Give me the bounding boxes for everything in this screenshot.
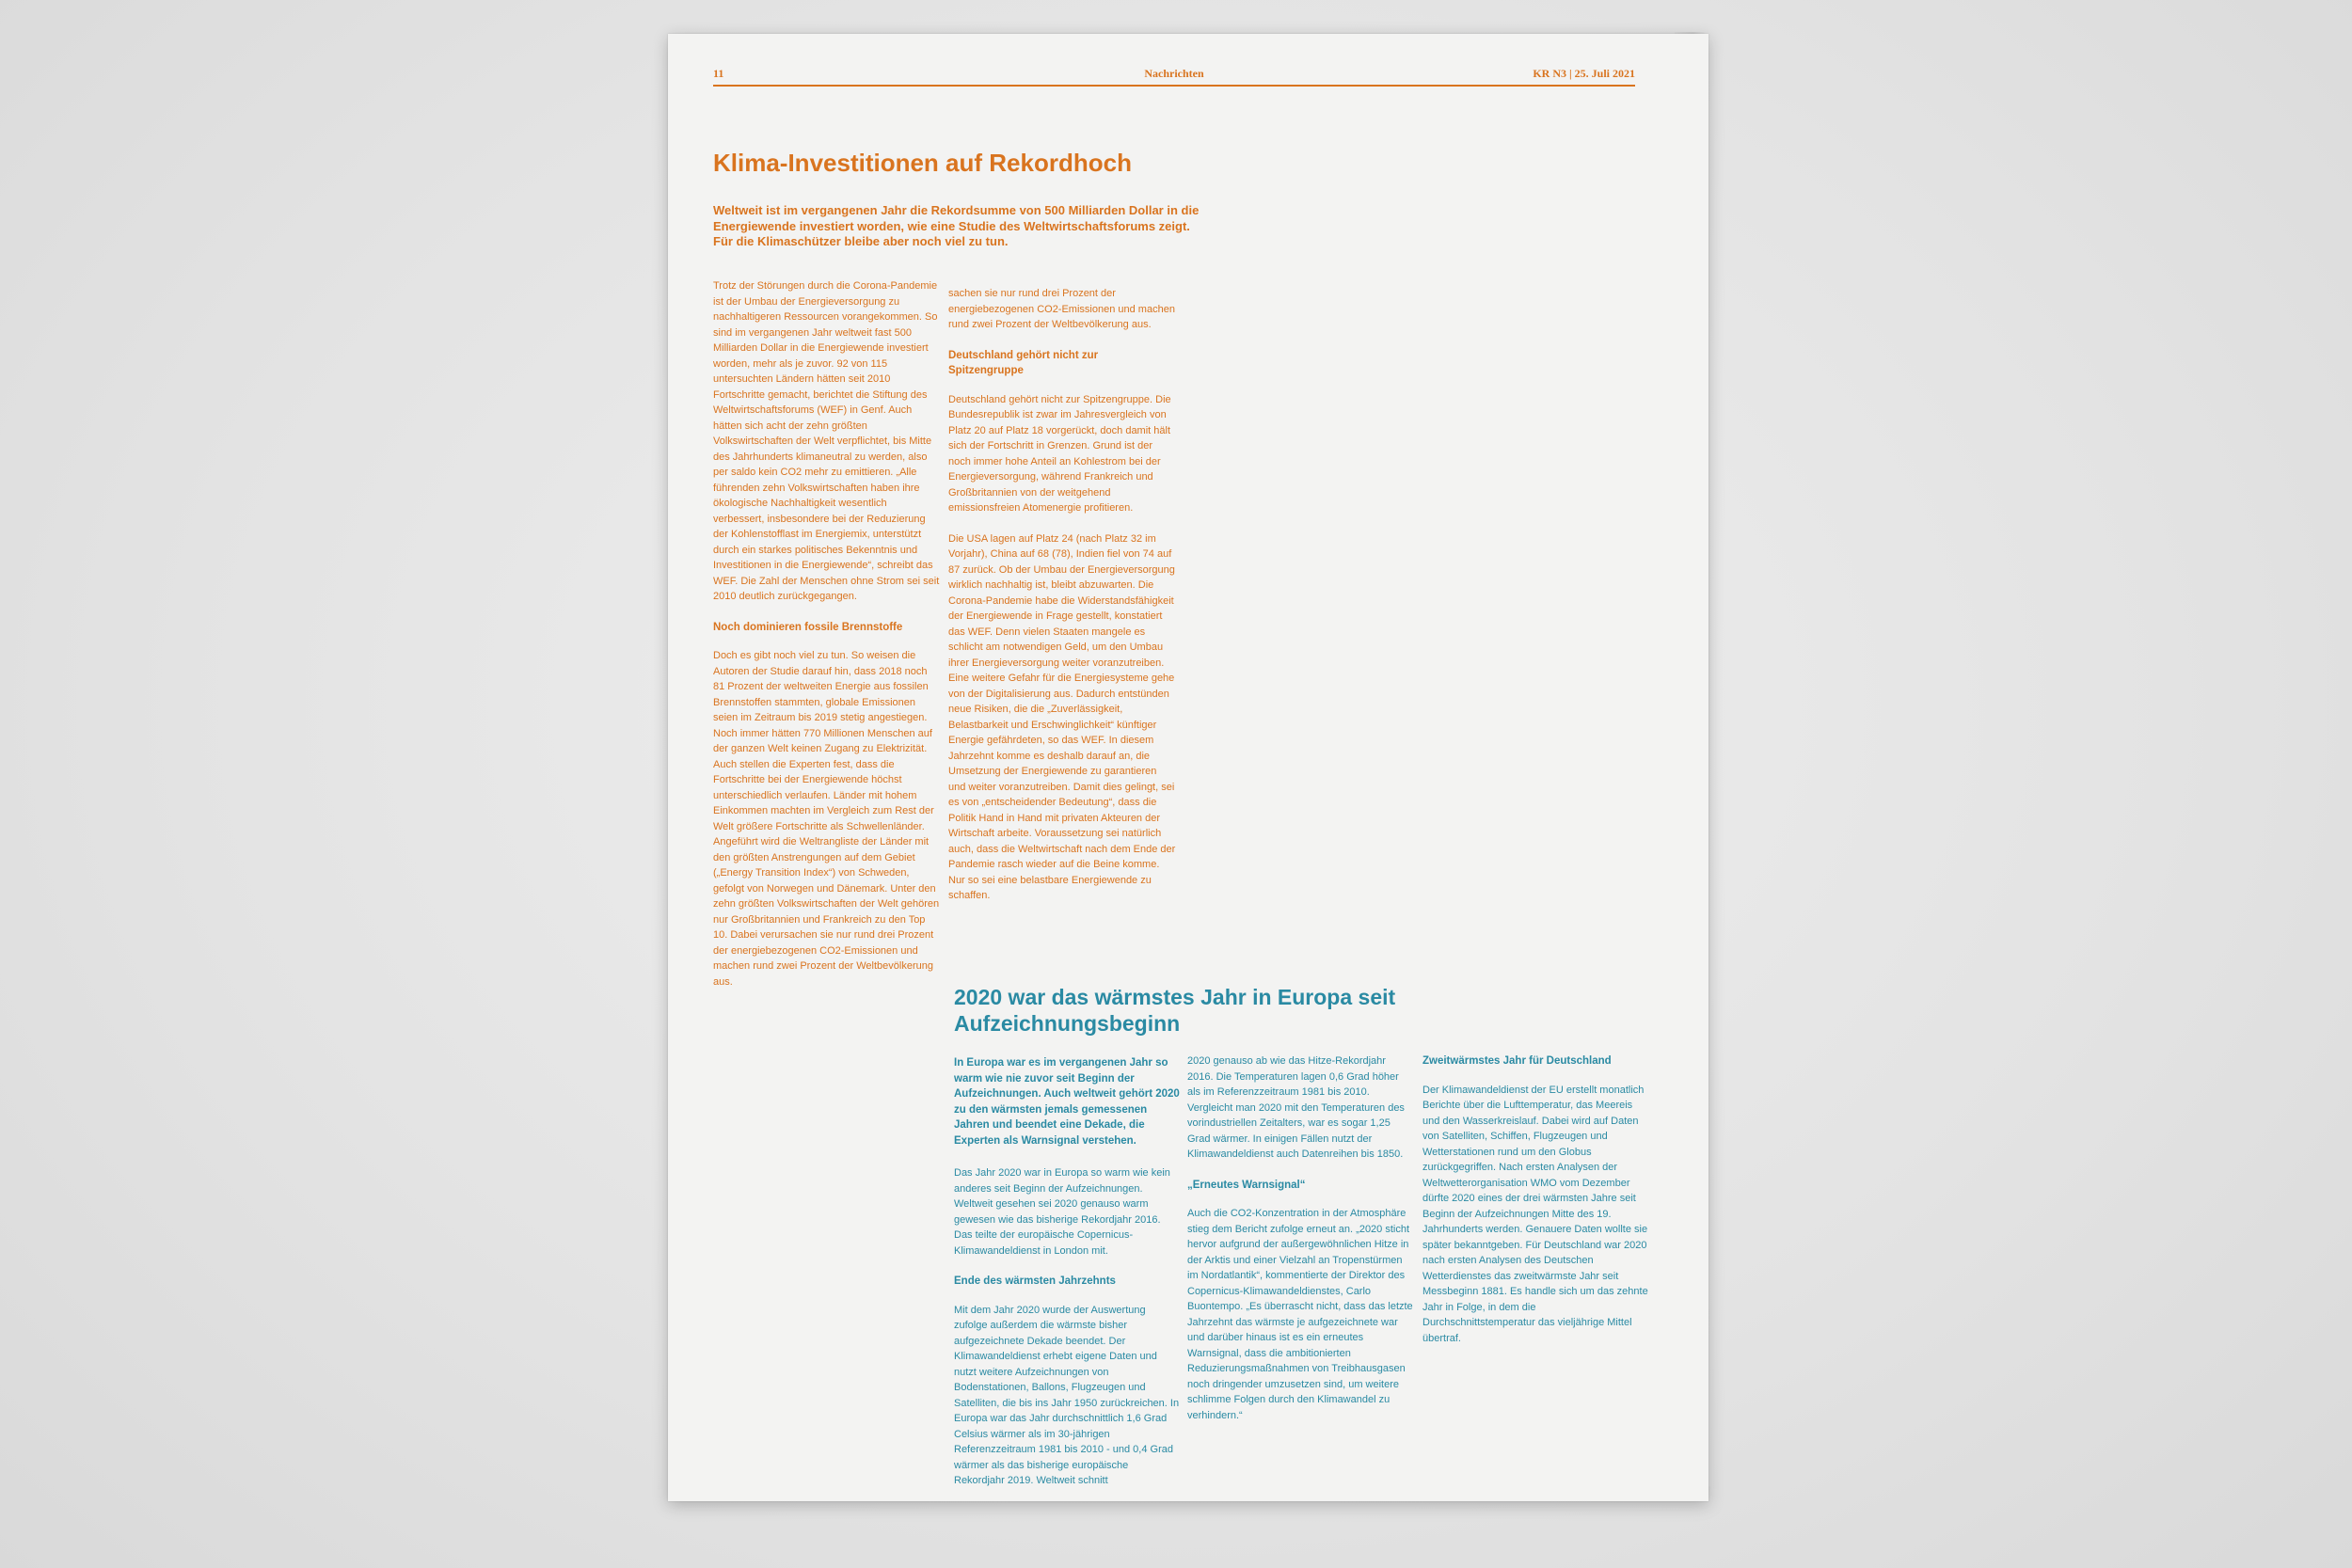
article2-title: 2020 war das wärmstes Jahr in Europa seit Aufzeichnungsbeginn (954, 985, 1396, 1036)
article2-paragraph: Der Klimawandeldienst der EU erstellt monatlich Berichte über die Lufttemperatur, das Meereis und den Wasserkreislauf. Dabei wird auf Daten von Satelliten, Schiffen, Flugzeugen und Wetterstationen rund um den Globus zurückgegriffen. Nach ersten Analysen der Weltwetterorganisation WMO vom Dezember dürfte 2020 eines der drei wärmsten Jahre seit Beginn der Aufzeichnungen Mitte des 19. Jahrhunderts werden. Genauere Daten wollte sie später bekanntgeben. Für Deutschland war 2020 nach ersten Analysen des Deutschen Wetterdienstes das zweitwärmste Jahr seit Messbeginn 1881. Es handle sich um das zehnte Jahr in Folge, in dem die Durchschnittstemperatur das vieljährige Mittel übertraf. (1422, 1084, 1648, 1344)
article2-subheading: „Erneutes Warnsignal“ (1187, 1179, 1306, 1191)
article2-paragraph: Das Jahr 2020 war in Europa so warm wie kein anderes seit Beginn der Aufzeichnungen. Weltweit gesehen sei 2020 genauso warm gewesen wie das bisherige Rekordjahr 2016. Das teilte der europäische Copernicus-Klimawandeldienst in London mit. (954, 1167, 1170, 1257)
article1-title: Klima-Investitionen auf Rekordhoch (713, 149, 1132, 177)
article1-column-1 (713, 278, 941, 1005)
article1-subheading: Noch dominieren fossile Brennstoffe (713, 621, 903, 633)
article2-paragraph: 2020 genauso ab wie das Hitze-Rekordjahr 2016. Die Temperaturen lagen 0,6 Grad höher als im Referenzzeitraum 1981 bis 2010. Vergleicht man 2020 mit den Temperaturen des vorindustriellen Zeitalters, war es sogar 1,25 Grad wärmer. In einigen Fällen nutzt der Klimawandeldienst auch Datenreihen bis 1850. (1187, 1055, 1405, 1160)
article1-paragraph: Die USA lagen auf Platz 24 (nach Platz 32 im Vorjahr), China auf 68 (78), Indien fiel von 74 auf 87 zurück. Ob der Umbau der Energieversorgung wirklich nachhaltig ist, bleibt abzuwarten. Die Corona-Pandemie habe die Widerstandsfähigkeit der Energiewende in Frage gestellt, konstatiert das WEF. Denn vielen Staaten mangele es schlicht am notwendigen Geld, um den Umbau ihrer Energieversorgung weiter voranzutreiben. Eine weitere Gefahr für die Energiesysteme gehe von der Digitalisierung aus. Dadurch entstünden neue Risiken, die die „Zuverlässigkeit, Belastbarkeit und Erschwinglichkeit“ künftiger Energie gefährdeten, so das WEF. In diesem Jahrzehnt komme es deshalb darauf an, die Umsetzung der Energiewende zu garantieren und weiter voranzutreiben. Damit dies gelingt, sei es von „entscheidender Bedeutung“, dass die Politik Hand in Hand mit privaten Akteuren der Wirtschaft arbeite. Voraussetzung sei natürlich auch, dass die Weltwirtschaft nach dem Ende der Pandemie rasch wieder auf die Beine komme. Nur so sei eine belastbare Energiewende zu schaffen. (948, 532, 1176, 901)
article2-paragraph: Auch die CO2-Konzentration in der Atmosphäre stieg dem Bericht zufolge erneut an. „2020 sticht hervor aufgrund der außergewöhnlichen Hitze in der Arktis und einer Vielzahl an Tropenstürmen im Nordatlantik“, kommentierte der Direktor des Copernicus-Klimawandeldienstes, Carlo Buontempo. „Es überrascht nicht, dass das letzte Jahrzehnt das wärmste je aufgezeichnete war und darüber hinaus ist es ein erneutes Warnsignal, dass die ambitionierten Reduzierungsmaßnahmen von Treibhausgasen noch dringender umzusetzen sind, um weitere schlimme Folgen durch den Klimawandel zu verhindern.“ (1187, 1208, 1413, 1421)
article2-subheading: Ende des wärmsten Jahrzehnts (954, 1275, 1116, 1287)
article1-paragraph: Doch es gibt noch viel zu tun. So weisen die Autoren der Studie darauf hin, dass 2018 noch 81 Prozent der weltweiten Energie aus fossilen Brennstoffen stammten, globale Emissionen seien im Zeitraum bis 2019 stetig angestiegen. Noch immer hätten 770 Millionen Menschen auf der ganzen Welt keinen Zugang zu Elektrizität. Auch stellen die Experten fest, dass die Fortschritte bei der Energiewende höchst unterschiedlich verlaufen. Länder mit hohem Einkommen machten im Vergleich zum Rest der Welt größere Fortschritte als Schwellenländer. Angeführt wird die Weltrangliste der Länder mit den größten Anstrengungen auf dem Gebiet („Energy Transition Index“) von Schweden, gefolgt von Norwegen und Dänemark. Unter den zehn größten Volkswirtschaften der Welt gehören nur Großbritannien und Frankreich zu den Top 10. Dabei verursachen sie nur rund drei Prozent der energiebezogenen CO2-Emissionen und machen rund zwei Prozent der Weltbevölkerung aus. (713, 650, 940, 988)
article1-paragraph: sachen sie nur rund drei Prozent der energiebezogenen CO2-Emissionen und machen rund zwei Prozent der Weltbevölkerung aus. (948, 288, 1175, 330)
article2-lead: In Europa war es im vergangenen Jahr so warm wie nie zuvor seit Beginn der Aufzeichnungen. Auch weltweit gehört 2020 zu den wärmsten jemals gemessenen Jahren und beendet eine Dekade, die Experten als Warnsignal verstehen. (954, 1057, 1180, 1147)
article1-paragraph: Trotz der Störungen durch die Corona-Pandemie ist der Umbau der Energieversorgung zu nachhaltigeren Ressourcen vorangekommen. So sind im vergangenen Jahr weltweit fast 500 Milliarden Dollar in die Energiewende investiert worden, mehr als je zuvor. 92 von 115 untersuchten Ländern hätten seit 2010 Fortschritte gemacht, berichtet die Stiftung des Weltwirtschaftsforums (WEF) in Genf. Auch hätten sich acht der zehn größten Volkswirtschaften der Welt verpflichtet, bis Mitte des Jahrhunderts klimaneutral zu werden, also per saldo kein CO2 mehr zu emittieren. „Alle führenden zehn Volkswirtschaften haben ihre ökologische Nachhaltigkeit wesentlich verbessert, insbesondere bei der Reduzierung der Kohlenstofflast im Energiemix, unterstützt durch ein starkes politisches Bekenntnis und Investitionen in die Energiewende“, schreibt das WEF. Die Zahl der Menschen ohne Strom sei seit 2010 deutlich zurückgegangen. (713, 280, 940, 602)
article2-column-1 (954, 1055, 1180, 1504)
article2-column-3 (1422, 1053, 1648, 1361)
article2-paragraph: Mit dem Jahr 2020 wurde der Auswertung zufolge außerdem die wärmste bisher aufgezeichnete Dekade beendet. Der Klimawandeldienst erhebt eigene Daten und nutzt weitere Aufzeichnungen von Bodenstationen, Ballons, Flugzeugen und Satelliten, die bis ins Jahr 1950 zurückreichen. In Europa war das Jahr durchschnittlich 1,6 Grad Celsius wärmer als im 30-jährigen Referenzzeitraum 1981 bis 2010 - und 0,4 Grad wärmer als das bisherige europäische Rekordjahr 2019. Weltweit schnitt (954, 1304, 1180, 1486)
issue-info: KR N3 | 25. Juli 2021 (1533, 67, 1635, 80)
article2-subheading: Zweitwärmstes Jahr für Deutschland (1422, 1055, 1612, 1067)
article1-paragraph: Deutschland gehört nicht zur Spitzengruppe. Die Bundesrepublik ist zwar im Jahresvergleich von Platz 20 auf Platz 18 vorgerückt, doch damit hält sich der Fortschritt in Grenzen. Grund ist der noch immer hohe Anteil an Kohlestrom bei der Energieversorgung, während Frankreich und Großbritannien von der weitgehend emissionsfreien Atomenergie profitieren. (948, 393, 1171, 514)
article2-column-2 (1187, 1053, 1413, 1438)
article1-lead: Weltweit ist im vergangenen Jahr die Rekordsumme von 500 Milliarden Dollar in die Energiewende investiert worden, wie eine Studie des Weltwirtschaftsforums zeigt. Für die Klimaschützer bleibe aber noch viel zu tun. (713, 203, 1200, 248)
page-number: 11 (713, 67, 724, 80)
section-title: Nachrichten (1144, 67, 1204, 80)
article1-column-2 (948, 286, 1176, 919)
page-header (713, 68, 1635, 87)
newspaper-page (668, 34, 1708, 1501)
article1-subheading: Deutschland gehört nicht zur Spitzengruppe (948, 349, 1099, 376)
